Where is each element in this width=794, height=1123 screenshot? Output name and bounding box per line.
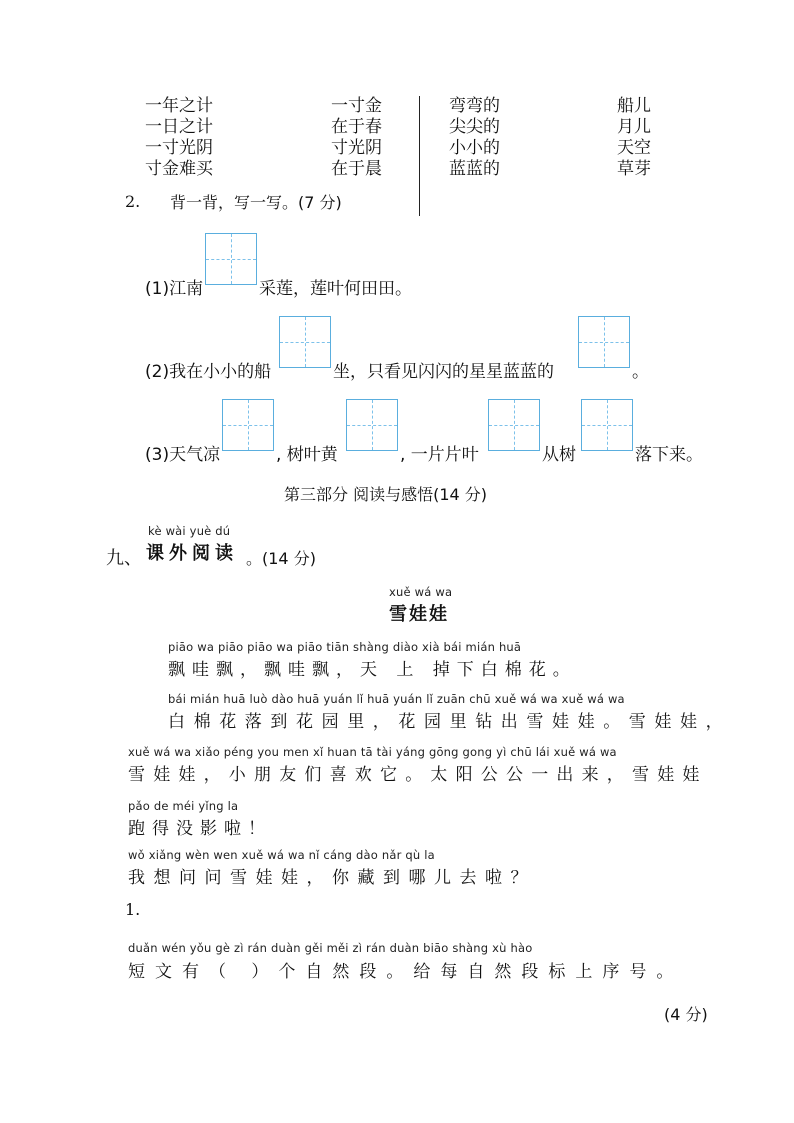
tianzige-box[interactable] <box>581 399 633 451</box>
q2-line3-a: (3)天气凉 <box>145 445 221 465</box>
match-item: 小小的 <box>449 138 500 158</box>
q1-number: 1. <box>125 900 141 919</box>
match-item: 蓝蓝的 <box>449 159 500 179</box>
match-item: 一年之计 <box>145 96 213 116</box>
match-item: 草芽 <box>617 159 651 179</box>
q2-line2-b: 坐，只看见闪闪的星星蓝蓝的 <box>333 362 554 382</box>
tianzige-box[interactable] <box>279 316 331 368</box>
story-line-pinyin: pǎo de méi yǐng la <box>128 799 239 813</box>
q2-line1-b: 采莲，莲叶何田田。 <box>259 279 412 299</box>
match-item: 月儿 <box>617 117 651 137</box>
match-item: 在于春 <box>331 117 382 137</box>
match-item: 一寸金 <box>331 96 382 116</box>
section9-score: 。(14 分) <box>246 549 316 568</box>
q1-pinyin: duǎn wén yǒu gè zì rán duàn gěi měi zì rán duàn biāo shàng xù hào <box>128 941 533 955</box>
q1-text: 短文有（ ）个自然段。给每自然段标上序号。 <box>128 962 684 982</box>
story-line-pinyin: xuě wá wa xiǎo péng you men xǐ huan tā tài yáng gōng gong yì chū lái xuě wá wa <box>128 745 617 759</box>
match-item: 寸金难买 <box>145 159 213 179</box>
matching-left-b <box>331 96 382 180</box>
story-line-text: 跑得没影啦！ <box>128 819 272 839</box>
match-item: 在于晨 <box>331 159 382 179</box>
section9-title: 课外阅读 <box>146 543 238 564</box>
match-item: 弯弯的 <box>449 96 500 116</box>
match-item: 寸光阴 <box>331 138 382 158</box>
tianzige-box[interactable] <box>346 399 398 451</box>
story-title-pinyin: xuě wá wa <box>389 585 453 599</box>
q2-line2-a: (2)我在小小的船 <box>145 362 272 382</box>
q2-line3-d: 从树 <box>542 445 576 465</box>
match-item: 船儿 <box>617 96 651 116</box>
q2-line3-c: , 一片片叶 <box>400 445 479 465</box>
q2-line1-a: (1)江南 <box>145 279 204 299</box>
q2-number: 2. <box>125 192 141 211</box>
q2-line2-c: 。 <box>632 362 649 382</box>
match-item: 尖尖的 <box>449 117 500 137</box>
part-heading: 第三部分 阅读与感悟(14 分) <box>284 485 488 504</box>
tianzige-box[interactable] <box>488 399 540 451</box>
q2-line3-b: , 树叶黄 <box>276 445 338 465</box>
story-line-pinyin: piāo wa piāo piāo wa piāo tiān shàng diào xià bái mián huā <box>168 640 522 654</box>
story-line-pinyin: wǒ xiǎng wèn wen xuě wá wa nǐ cáng dào nǎr qù la <box>128 848 435 862</box>
matching-left-a <box>145 96 213 180</box>
story-title: 雪娃娃 <box>389 604 449 625</box>
tianzige-box[interactable] <box>205 233 257 285</box>
matching-right-a <box>449 96 500 180</box>
matching-right-b <box>617 96 651 180</box>
story-line-pinyin: bái mián huā luò dào huā yuán lǐ huā yuán lǐ zuān chū xuě wá wa xuě wá wa <box>168 692 625 706</box>
q2-prompt: 背一背，写一写。(7 分) <box>170 193 342 212</box>
divider <box>419 96 420 216</box>
story-line-text: 雪娃娃，小朋友们喜欢它。太阳公公一出来，雪娃娃 <box>128 765 708 785</box>
story-line-text: 白棉花落到花园里，花园里钻出雪娃娃。雪娃娃， <box>168 712 732 732</box>
section9-number: 九、 <box>106 548 142 569</box>
tianzige-box[interactable] <box>578 316 630 368</box>
story-line-text: 我想问问雪娃娃，你藏到哪儿去啦？ <box>128 868 536 888</box>
tianzige-box[interactable] <box>222 399 274 451</box>
match-item: 一寸光阴 <box>145 138 213 158</box>
section9-pinyin: kè wài yuè dú <box>148 524 231 538</box>
match-item: 一日之计 <box>145 117 213 137</box>
match-item: 天空 <box>617 138 651 158</box>
q1-score: (4 分) <box>664 1005 708 1024</box>
q2-line3-e: 落下来。 <box>635 445 703 465</box>
story-line-text: 飘哇飘，飘哇飘，天 上 掉下白棉花。 <box>168 660 577 680</box>
